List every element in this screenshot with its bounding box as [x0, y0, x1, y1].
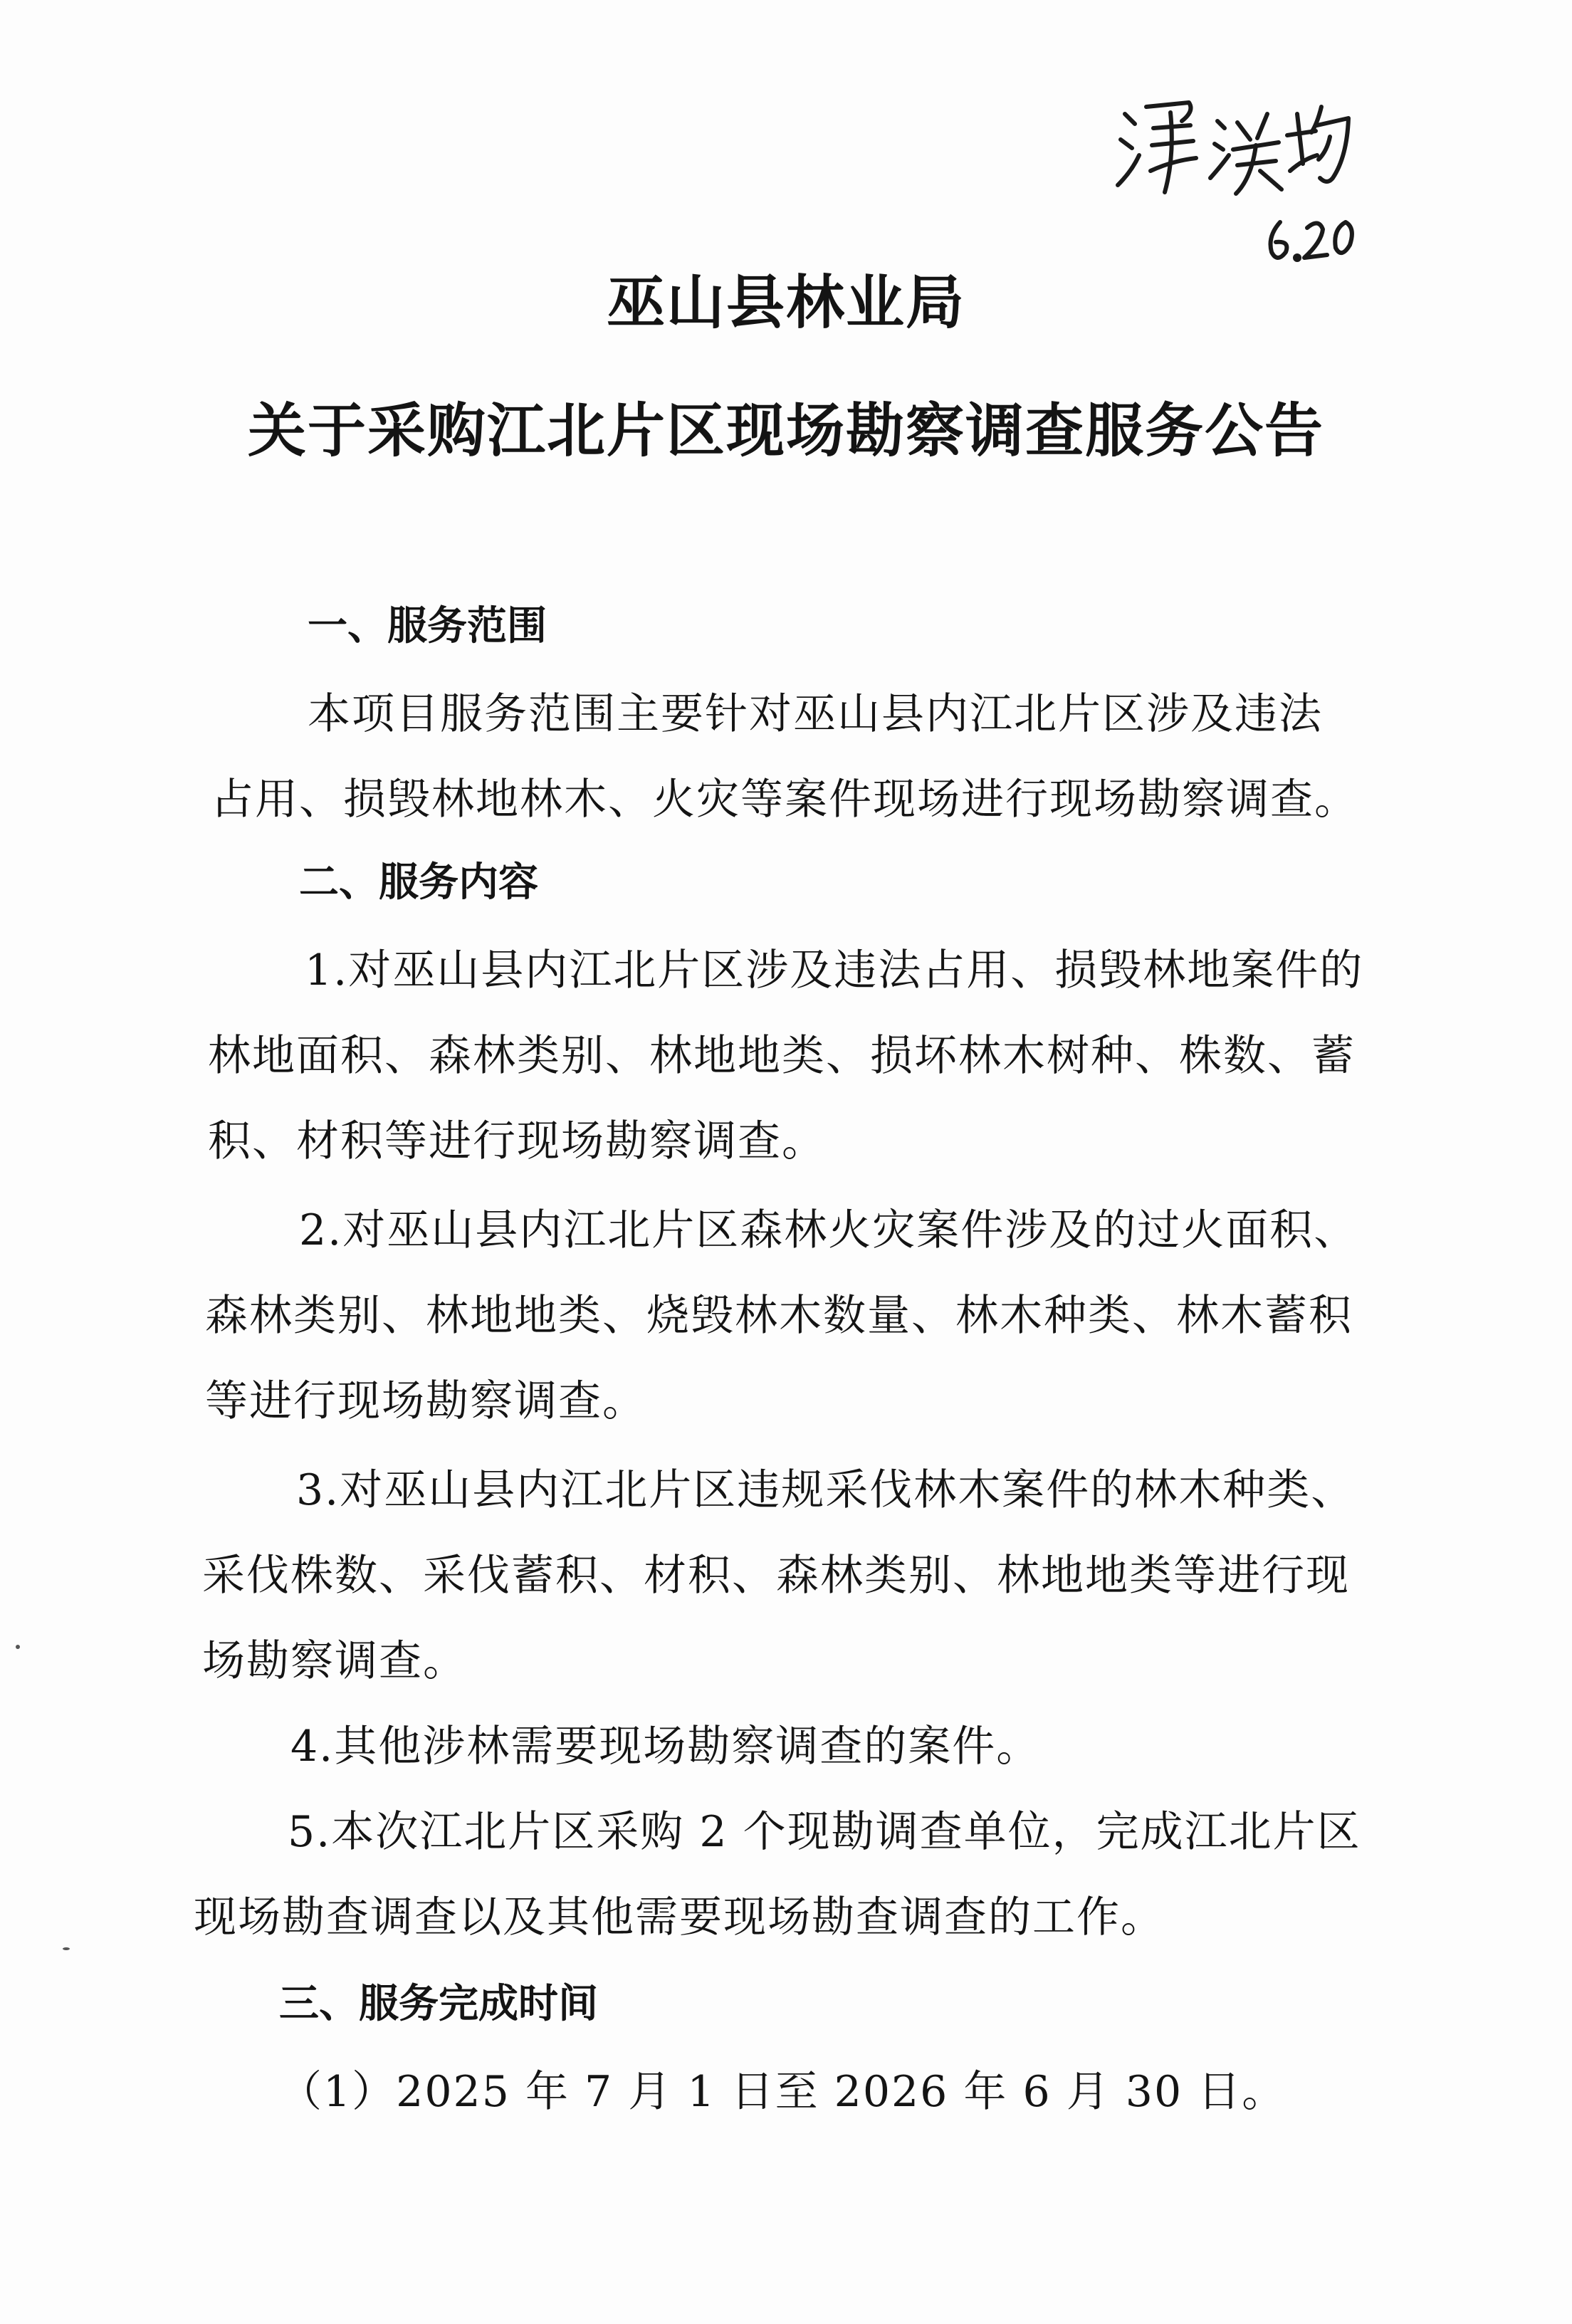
list-item-4: 4.其他涉林需要现场勘察调查的案件。: [290, 1722, 1041, 1771]
list-item-1-cont: 积、材积等进行现场勘察调查。: [208, 1116, 826, 1166]
list-item-3-cont: 场勘察调查。: [202, 1636, 467, 1686]
section-heading-scope: 一、服务范围: [308, 603, 547, 649]
paragraph-line: 占用、损毁林地林木、火灾等案件现场进行现场勘察调查。: [211, 775, 1358, 825]
document-title-subject: 关于采购江北片区现场勘察调查服务公告: [247, 397, 1324, 465]
list-item-1: 1.对巫山县内江北片区涉及违法占用、损毁林地案件的: [305, 946, 1364, 995]
list-item-2-cont: 等进行现场勘察调查。: [205, 1376, 646, 1426]
list-item-5: 5.本次江北片区采购 2 个现勘调查单位，完成江北片区: [288, 1807, 1361, 1857]
list-item-5-cont: 现场勘查调查以及其他需要现场勘查调查的工作。: [194, 1893, 1165, 1942]
list-item-2: 2.对巫山县内江北片区森林火灾案件涉及的过火面积、: [299, 1205, 1358, 1255]
list-item-1-cont: 林地面积、森林类别、林地地类、损坏林木树种、株数、蓄: [208, 1031, 1356, 1081]
handwritten-signature: [1111, 71, 1367, 285]
list-item-3-cont: 采伐株数、采伐蓄积、材积、森林类别、林地地类等进行现: [202, 1551, 1350, 1601]
completion-period: （1）2025 年 7 月 1 日至 2026 年 6 月 30 日。: [279, 2067, 1287, 2117]
scan-speck: [63, 1947, 70, 1950]
document-title-agency: 巫山县林业局: [606, 269, 965, 337]
list-item-3: 3.对巫山县内江北片区违规采伐林木案件的林木种类、: [296, 1465, 1356, 1515]
list-item-2-cont: 森林类别、林地地类、烧毁林木数量、林木种类、林木蓄积: [205, 1291, 1353, 1341]
scan-speck: [16, 1645, 20, 1649]
section-heading-content: 二、服务内容: [299, 859, 538, 906]
section-heading-completion-time: 三、服务完成时间: [279, 1981, 598, 2027]
paragraph-line: 本项目服务范围主要针对巫山县内江北片区涉及违法: [308, 689, 1323, 739]
